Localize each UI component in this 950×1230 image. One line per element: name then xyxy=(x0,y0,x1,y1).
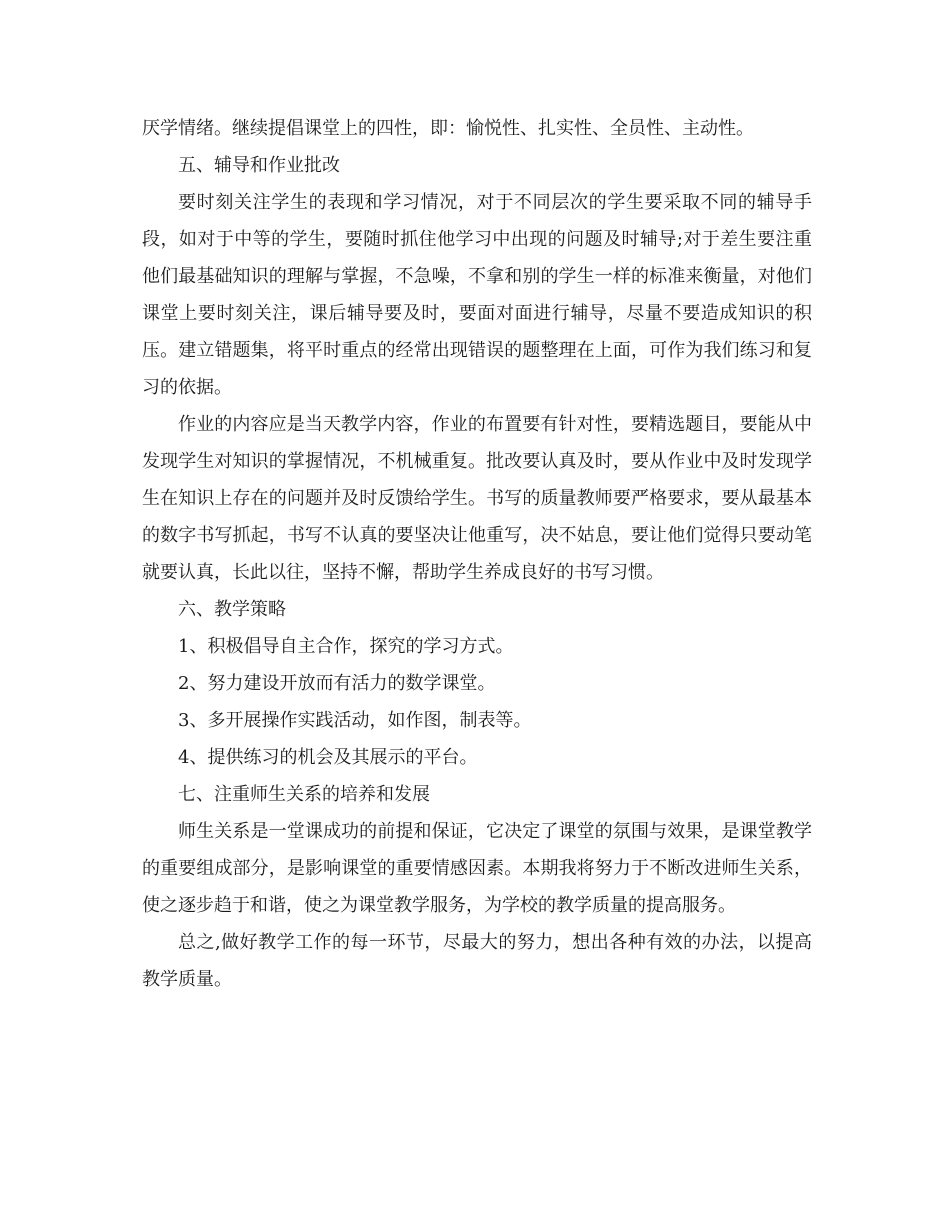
strategy-item-2: 2、努力建设开放而有活力的数学课堂。 xyxy=(178,673,496,694)
strategy-item-4: 4、提供练习的机会及其展示的平台。 xyxy=(178,747,478,768)
paragraph-homework: 作业的内容应是当天教学内容，作业的布置要有针对性，要精选题目，要能从中发现学生对知识的掌握情况，不机械重复。批改要认真及时，要从作业中及时发现学生在知识上存在的问题并及时反馈给学生。书写的质量教师要严格要求，要从最基本的数字书写抓起，书写不认真的要坚决让他重写，决不姑息，要让他们觉得只要动笔就要认真，长此以往，坚持不懈，帮助学生养成良好的书写习惯。 xyxy=(142,414,812,583)
strategy-item-3: 3、多开展操作实践活动，如作图，制表等。 xyxy=(178,710,532,731)
paragraph-conclusion: 总之,做好教学工作的每一环节，尽最大的努力，想出各种有效的办法，以提高教学质量。 xyxy=(142,932,812,990)
section-heading-teacher-student-relations: 七、注重师生关系的培养和发展 xyxy=(178,784,430,805)
section-heading-tutoring-homework: 五、辅导和作业批改 xyxy=(178,155,340,176)
strategy-item-1: 1、积极倡导自主合作，探究的学习方式。 xyxy=(178,636,514,657)
section-heading-teaching-strategy: 六、教学策略 xyxy=(178,599,286,620)
document-body xyxy=(142,110,812,998)
paragraph-continuation: 厌学情绪。继续提倡课堂上的四性，即：愉悦性、扎实性、全员性、主动性。 xyxy=(142,118,754,139)
paragraph-tutoring: 要时刻关注学生的表现和学习情况，对于不同层次的学生要采取不同的辅导手段，如对于中等的学生，要随时抓住他学习中出现的问题及时辅导;对于差生要注重他们最基础知识的理解与掌握，不急噪，不拿和别的学生一样的标准来衡量，对他们课堂上要时刻关注，课后辅导要及时，要面对面进行辅导，尽量不要造成知识的积压。建立错题集，将平时重点的经常出现错误的题整理在上面，可作为我们练习和复习的依据。 xyxy=(142,192,812,398)
paragraph-relations: 师生关系是一堂课成功的前提和保证，它决定了课堂的氛围与效果，是课堂教学的重要组成部分，是影响课堂的重要情感因素。本期我将努力于不断改进师生关系，使之逐步趋于和谐，使之为课堂教学服务，为学校的教学质量的提高服务。 xyxy=(142,821,812,916)
